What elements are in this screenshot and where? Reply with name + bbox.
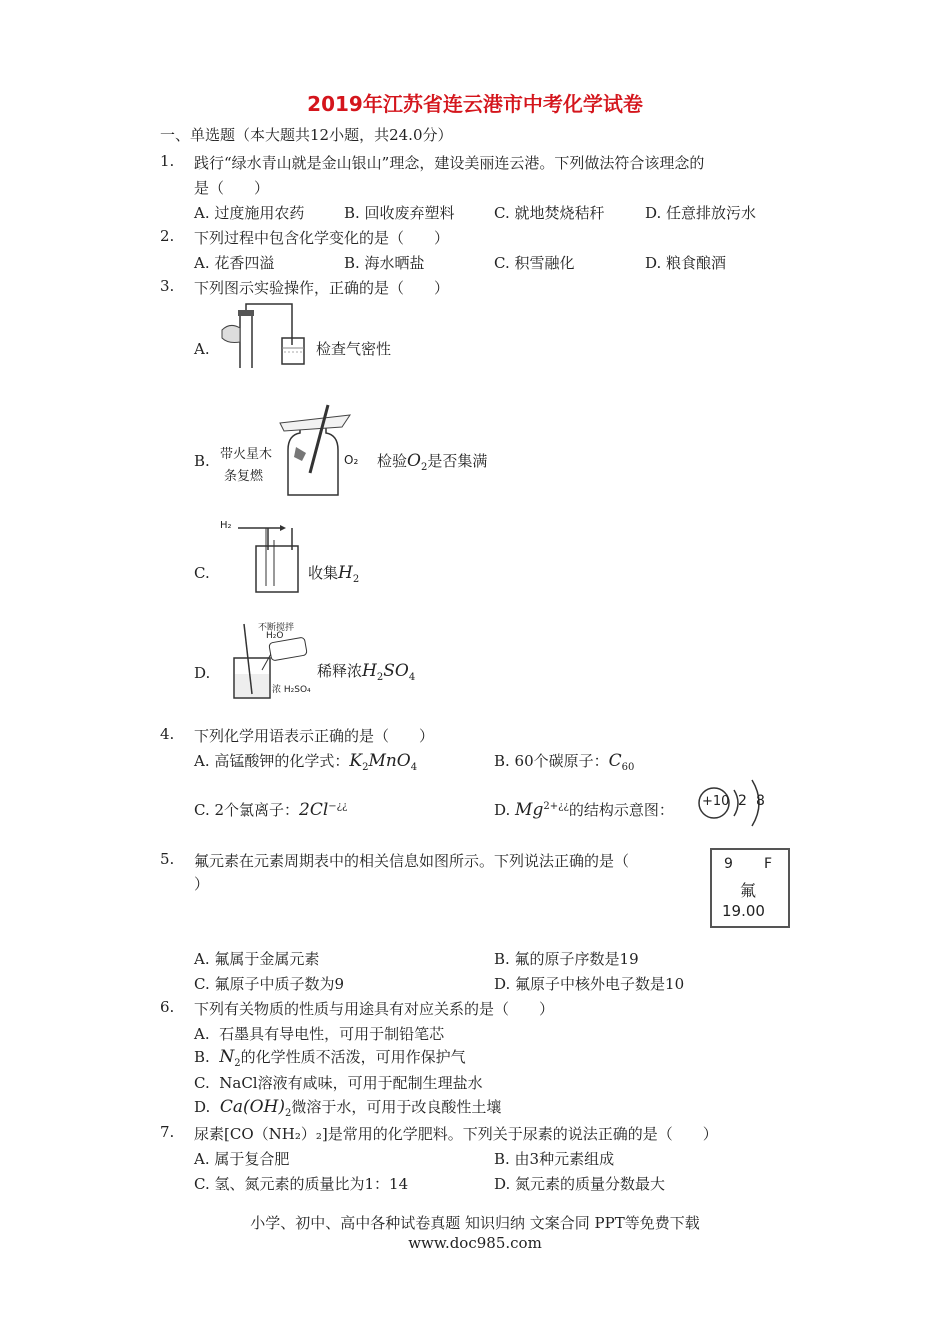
option-a: A. 花香四溢 [194,254,275,272]
figure-label: O₂ [344,453,359,467]
shell-electrons: 2 [738,793,747,809]
option-d: D. 粮食酿酒 [645,254,727,272]
acid-dilution-figure [222,618,316,702]
option-c-text: 收集$H_2$ [308,563,360,585]
oxygen-test-figure [218,395,373,505]
figure-label: 带火星木 [220,447,273,462]
option-b: B. 由3种元素组成 [494,1150,615,1168]
option-b-label: B. [194,452,210,470]
option-b: B. $N_2$的化学性质不活泼，可用作保护气 [194,1047,466,1069]
figure-label: H₂ [220,520,232,531]
option-d: D. 任意排放污水 [645,204,757,222]
option-b: B. 回收废弃塑料 [344,204,455,222]
element-symbol: F [764,856,773,872]
shell-electrons: 8 [756,793,765,809]
option-c: C. 就地焚烧秸秆 [494,204,605,222]
option-b-text: 检验$O_2$是否集满 [377,451,488,473]
option-d: D. $Mg^{2+¿¿}$的结构示意图： [494,800,674,820]
option-a: A. 石墨具有导电性，可用于制铅笔芯 [194,1025,445,1043]
option-c: C. 积雪融化 [494,254,575,272]
option-b: B. 氟的原子序数是19 [494,950,639,968]
page-title: 2019年江苏省连云港市中考化学试卷 [307,92,643,116]
figure-label: 不断搅拌 [258,623,295,633]
question-number: 1. [160,152,175,170]
figure-label: 条复燃 [224,469,264,484]
question-number: 2. [160,227,175,245]
option-a: A. 属于复合肥 [194,1150,290,1168]
question-stem-cont: ） [194,875,210,893]
option-a: A. 高锰酸钾的化学式：$K_2MnO_4$ [194,751,418,773]
periodic-table-cell [710,848,790,928]
element-name: 氟 [740,881,757,900]
question-number: 5. [160,850,175,868]
question-stem: 尿素[CO（NH₂）₂]是常用的化学肥料。下列关于尿素的说法正确的是（ ） [194,1125,718,1143]
question-stem: 践行“绿水青山就是金山银山”理念，建设美丽连云港。下列做法符合该理念的 [194,154,705,172]
question-stem: 下列图示实验操作，正确的是（ ） [194,279,450,297]
footer-url[interactable]: www.doc985.com [408,1234,542,1252]
option-a-label: A. [194,340,210,358]
section-heading: 一、单选题（本大题共12小题，共24.0分） [160,126,453,144]
question-number: 3. [160,277,175,295]
option-d-text: 稀释浓$H_2SO_4$ [317,661,416,683]
option-d-label: D. [194,664,211,682]
option-d: D. 氮元素的质量分数最大 [494,1175,666,1193]
option-c: C. 氢、氮元素的质量比为1：14 [194,1175,409,1193]
option-a-text: 检查气密性 [316,340,392,358]
question-stem-cont: 是（ ） [194,179,270,197]
option-a: A. 氟属于金属元素 [194,950,320,968]
nucleus-charge: +10 [702,794,730,809]
question-stem: 下列化学用语表示正确的是（ ） [194,727,435,745]
atomic-number: 9 [724,856,733,872]
footer-text: 小学、初中、高中各种试卷真题 知识归纳 文案合同 PPT等免费下载 [250,1214,700,1232]
option-a: A. 过度施用农药 [194,204,305,222]
question-stem: 氟元素在元素周期表中的相关信息如图所示。下列说法正确的是（ [194,852,630,870]
option-c: C. 2个氯离子：2Cl−¿¿ [194,800,348,820]
question-number: 4. [160,725,175,743]
question-number: 6. [160,998,175,1016]
option-b: B. 60个碳原子：$C_{60}$ [494,751,635,773]
airtightness-check-figure [220,300,310,370]
atom-structure-diagram [694,774,774,832]
figure-label: 浓 H₂SO₄ [272,685,311,695]
question-stem: 下列过程中包含化学变化的是（ ） [194,229,450,247]
option-c: C. NaCl溶液有咸味，可用于配制生理盐水 [194,1074,483,1092]
figure-label: H₂O [266,631,284,641]
option-b: B. 海水晒盐 [344,254,425,272]
option-d: D. 氟原子中核外电子数是10 [494,975,685,993]
hydrogen-collection-figure [220,520,310,600]
question-number: 7. [160,1123,175,1141]
option-c: C. 氟原子中质子数为9 [194,975,345,993]
atomic-mass: 19.00 [722,902,765,920]
option-c-label: C. [194,564,210,582]
question-stem: 下列有关物质的性质与用途具有对应关系的是（ ） [194,1000,555,1018]
option-d: D. $Ca(OH)_2$微溶于水，可用于改良酸性土壤 [194,1097,502,1119]
